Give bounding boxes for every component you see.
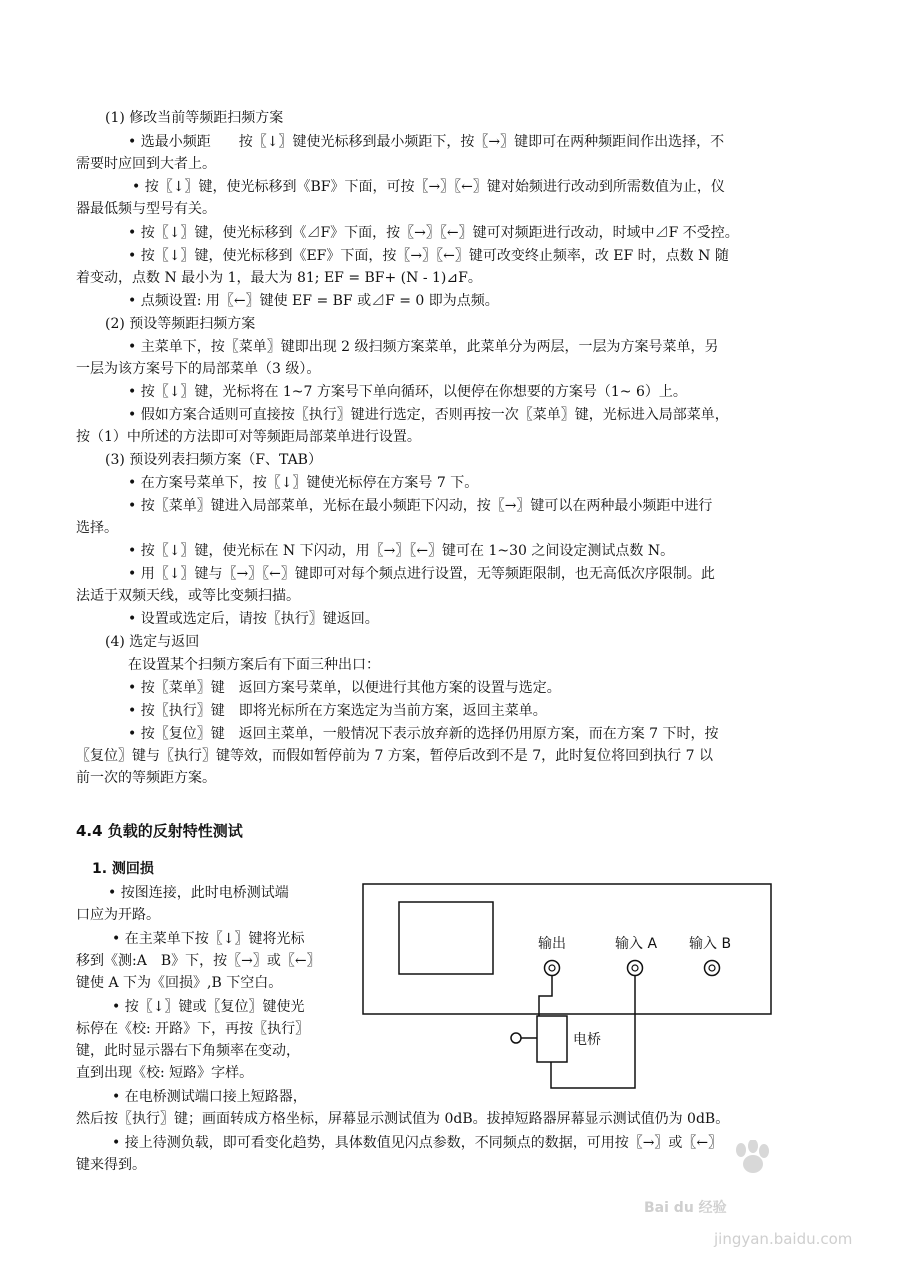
sec2-bullet1-line1: • 主菜单下，按〖菜单〗键即出现 2 级扫频方案菜单，此菜单分为两层，一层为方案号菜单，另 [128,339,719,355]
s44-p3-line1: • 按〖↓〗键或〖复位〗键使光 [112,999,305,1015]
sec1-bullet1-line2: 需要时应回到大者上。 [76,156,216,172]
input-b-connector-icon [705,961,720,976]
sec3-bullet2-line1: • 按〖菜单〗键进入局部菜单，光标在最小频距下闪动，按〖→〗键可以在两种最小频距中进行 [128,498,713,514]
baidu-jingyan-watermark [640,1140,890,1265]
s44-p5-line1: • 接上待测负载，即可看变化趋势，具体数值见闪点参数，不同频点的数据，可用按〖→〗或〖←〗 [112,1135,723,1151]
s44-p2-line1: • 在主菜单下按〖↓〗键将光标 [112,931,305,947]
watermark-url: jingyan.baidu.com [714,1230,853,1248]
sec4-bullet3-line1: • 按〖复位〗键 返回主菜单，一般情况下表示放弃新的选择仍用原方案，而在方案 7 下时，按 [128,726,719,742]
sec4-bullet1-line1: • 按〖菜单〗键 返回方案号菜单，以便进行其他方案的设置与选定。 [128,680,561,696]
sec3-bullet4-line1: • 用〖↓〗键与〖→〗〖←〗键即可对每个频点进行设置，无等频距限制，也无高低次序限制。此 [128,566,715,582]
sec1-bullet4-line2: 着变动，点数 N 最小为 1，最大为 81; EF = BF+ (N - 1)⊿F。 [76,270,482,286]
sec3-bullet4-line2: 法适于双频天线，或等比变频扫描。 [76,588,300,604]
s44-p5-line2: 键来得到。 [76,1157,146,1173]
s44-p3-line2: 标停在《校: 开路》下，再按〖执行〗 [76,1021,310,1037]
s44-p4-line1: • 在电桥测试端口接上短路器， [112,1089,307,1105]
sec3-bullet5-line1: • 设置或选定后，请按〖执行〗键返回。 [128,611,379,627]
sec3-bullet3-line1: • 按〖↓〗键，使光标在 N 下闪动，用〖→〗〖←〗键可在 1~30 之间设定测试点数 N。 [128,543,675,559]
bridge-test-port-icon [511,1033,521,1043]
label-input-a: 输入 A [615,936,658,952]
label-output: 输出 [538,936,566,952]
sec3-title: (3) 预设列表扫频方案（F、TAB） [105,452,322,468]
sec1-bullet1-line1: • 选最小频距 按〖↓〗键使光标移到最小频距下，按〖→〗键即可在两种频距间作出选择，不 [128,134,725,150]
watermark-logo-text: Bai du 经验 [644,1200,727,1216]
s44-p2-line2: 移到《测:A B》下，按〖→〗或〖←〗 [76,953,321,969]
sec3-bullet2-line2: 选择。 [76,520,118,536]
label-input-b: 输入 B [689,936,732,952]
paw-logo-icon [736,1140,769,1173]
bridge-block [537,1016,567,1062]
sec4-bullet2-line1: • 按〖执行〗键 即将光标所在方案选定为当前方案，返回主菜单。 [128,703,547,719]
sec4-bullet3-line2: 〖复位〗键与〖执行〗键等效，而假如暂停前为 7 方案，暂停后改到不是 7，此时复位将回到执行 7 以 [76,748,713,764]
sec1-bullet2-line1: • 按〖↓〗键，使光标移到《BF》下面，可按〖→〗〖←〗键对始频进行改动到所需数值为止，仪 [132,179,725,195]
s44-p3-line4: 直到出现《校: 短路》字样。 [76,1065,254,1081]
s44-p2-line3: 键使 A 下为《回损》,B 下空白。 [76,975,283,991]
label-bridge: 电桥 [573,1032,601,1048]
s44-p4-line2: 然后按〖执行〗键；画面转成方格坐标，屏幕显示测试值为 0dB。拔掉短路器屏幕显示测试值仍为 0dB。 [76,1111,730,1127]
sec3-bullet1-line1: • 在方案号菜单下，按〖↓〗键使光标停在方案号 7 下。 [128,475,479,491]
sec4-title: (4) 选定与返回 [105,634,200,650]
sec2-bullet3-line2: 按（1）中所述的方法即可对等频距局部菜单进行设置。 [76,429,421,445]
s44-p1-line2: 口应为开路。 [76,907,160,923]
output-connector-icon [545,961,560,976]
sec1-bullet4-line1: • 按〖↓〗键，使光标移到《EF》下面，按〖→〗〖←〗键可改变终止频率，改 EF 时，点数 N 随 [128,248,729,264]
sec2-bullet3-line1: • 假如方案合适则可直接按〖执行〗键进行选定，否则再按一次〖菜单〗键，光标进入局部菜单， [128,407,729,423]
s44-p3-line3: 键，此时显示器右下角频率在变动， [76,1043,300,1059]
sec1-title: (1) 修改当前等频距扫频方案 [105,110,284,126]
display-screen [399,902,493,974]
section-heading-4-4: 4.4 负载的反射特性测试 [76,822,243,840]
sec4-intro: 在设置某个扫频方案后有下面三种出口： [128,657,380,673]
sec2-bullet2-line1: • 按〖↓〗键，光标将在 1~7 方案号下单向循环，以便停在你想要的方案号（1~ 6）上。 [128,384,687,400]
sec2-title: (2) 预设等频距扫频方案 [105,316,256,332]
input-a-connector-icon [628,961,643,976]
subheading-return-loss: 1. 测回损 [92,861,154,877]
connection-diagram [355,876,785,1096]
cable-output-to-bridge [539,976,552,1016]
sec1-bullet5-line1: • 点频设置: 用〖←〗键使 EF = BF 或⊿F = 0 即为点频。 [128,293,499,309]
sec2-bullet1-line2: 一层为该方案号下的局部菜单（3 级）。 [76,361,321,377]
sec1-bullet3-line1: • 按〖↓〗键，使光标移到《⊿F》下面，按〖→〗〖←〗键可对频距进行改动，时域中⊿F 不受控。 [128,225,739,241]
sec1-bullet2-line2: 器最低频与型号有关。 [76,201,216,217]
sec4-bullet3-line3: 前一次的等频距方案。 [76,770,216,786]
s44-p1-line1: • 按图连接，此时电桥测试端 [108,885,289,901]
